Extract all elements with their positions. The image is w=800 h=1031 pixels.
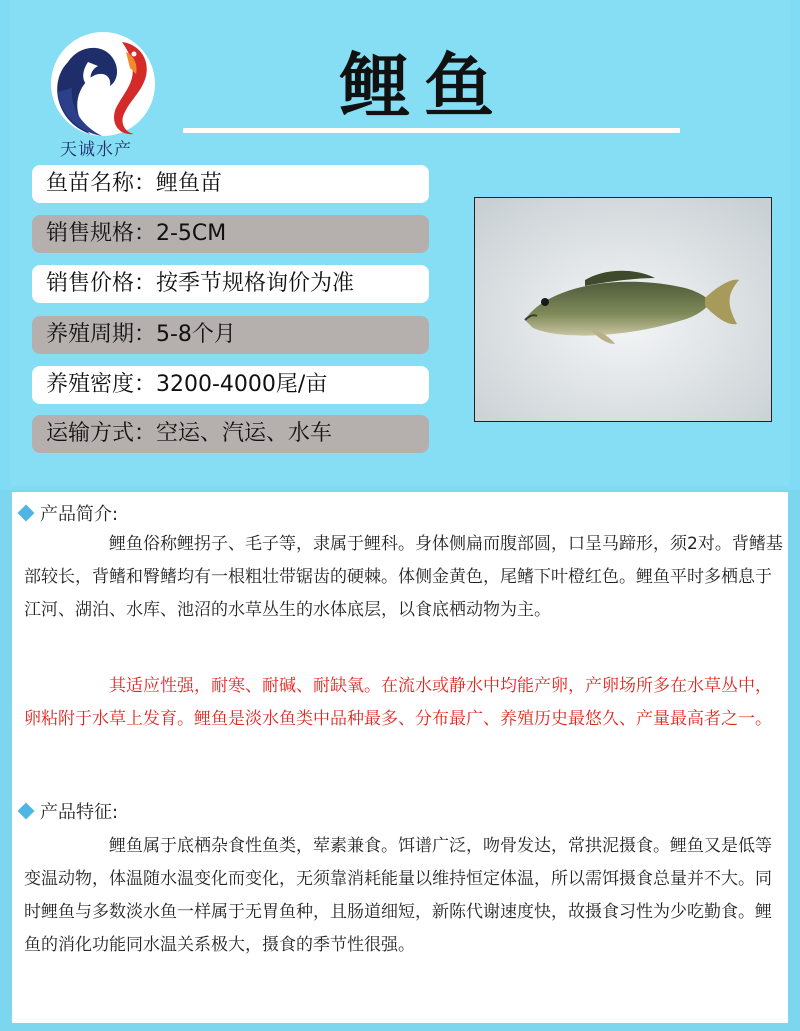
logo-caption: 天诚水产 <box>60 140 132 160</box>
intro-highlight-paragraph: 其适应性强，耐寒、耐碱、耐缺氧。在流水或静水中均能产卵，产卵场所多在水草丛中，卵粘附于水草上发育。鲤鱼是淡水鱼类中品种最多、分布最广、养殖历史最悠久、产量最高者之一。 <box>24 676 772 729</box>
intro-heading <box>20 500 118 526</box>
info-row-spec: 销售规格：2-5CM <box>32 215 429 253</box>
carp-fish-image <box>475 198 771 421</box>
info-row-price: 销售价格：按季节规格询价为准 <box>32 265 429 303</box>
features-heading-text: 产品特征: <box>40 802 119 823</box>
title-underline <box>183 128 680 133</box>
info-row-transport: 运输方式：空运、汽运、水车 <box>32 415 429 453</box>
info-row-cycle: 养殖周期：5-8个月 <box>32 316 429 354</box>
fish-photo <box>474 197 772 422</box>
intro-heading-text: 产品简介: <box>40 504 119 525</box>
info-row-name: 鱼苗名称：鲤鱼苗 <box>32 165 429 203</box>
intro-paragraph: 鲤鱼俗称鲤拐子、毛子等，隶属于鲤科。身体侧扁而腹部圆，口呈马蹄形，须2对。背鳍基部较长，背鳍和臀鳍均有一根粗壮带锯齿的硬棘。体侧金黄色，尾鳍下叶橙红色。鲤鱼平时多栖息于江河、湖泊、水库、池沼的水草丛生的水体底层，以食底栖动物为主。 <box>24 534 783 620</box>
header-panel-inner <box>10 0 790 486</box>
features-paragraph: 鲤鱼属于底栖杂食性鱼类，荤素兼食。饵谱广泛，吻骨发达，常拱泥摄食。鲤鱼又是低等变温动物，体温随水温变化而变化，无须靠消耗能量以维持恒定体温，所以需饵摄食总量并不大。同时鲤鱼与多数淡水鱼一样属于无胃鱼种，且肠道细短，新陈代谢速度快，故摄食习性为少吃勤食。鲤鱼的消化功能同水温关系极大，摄食的季节性很强。 <box>24 836 772 955</box>
header-panel <box>0 0 800 490</box>
diamond-bullet-icon <box>18 803 35 820</box>
content-panel <box>12 492 788 1023</box>
info-row-density: 养殖密度：3200-4000尾/亩 <box>32 366 429 404</box>
features-heading <box>20 798 118 824</box>
page-title: 鲤鱼 <box>340 45 508 127</box>
diamond-bullet-icon <box>18 505 35 522</box>
